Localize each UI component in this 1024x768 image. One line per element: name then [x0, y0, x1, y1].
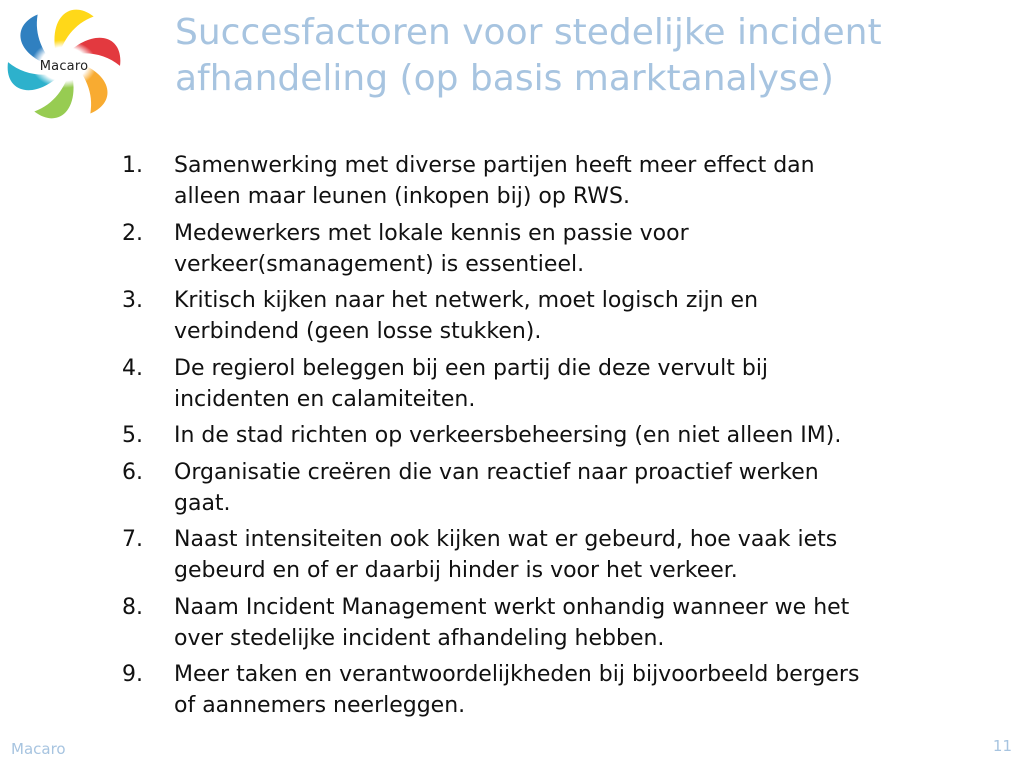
list-item-number: 7.: [122, 527, 143, 552]
list-item-number: 6.: [122, 459, 143, 485]
list-item-text: Kritisch kijken naar het netwerk, moet logisch zijn en: [174, 288, 759, 313]
list-item-text: of aannemers neerleggen.: [174, 693, 466, 718]
logo-text: Macaro: [39, 59, 89, 74]
list-item-text: Naast intensiteiten ook kijken wat er gebeurd, hoe vaak iets: [174, 527, 838, 552]
list-item-number: 1.: [122, 153, 143, 178]
list-item: [122, 150, 992, 212]
list-item: [122, 218, 992, 280]
list-item-number: 9.: [122, 662, 143, 687]
list-item: [122, 659, 992, 721]
footer-company-name: Macaro: [11, 740, 66, 758]
list-item-number: 3.: [122, 288, 143, 313]
slide-title: [175, 10, 995, 102]
list-item: [122, 524, 992, 586]
list-item-text: In de stad richten op verkeersbeheersing (en niet alleen IM).: [174, 423, 842, 448]
success-factors-list: [122, 150, 992, 727]
list-item-text: incidenten en calamiteiten.: [174, 386, 476, 412]
list-item: [122, 353, 992, 415]
list-item-number: 4.: [122, 355, 143, 381]
list-item-number: 2.: [122, 220, 143, 246]
list-item-text: verbindend (geen losse stukken).: [174, 319, 542, 344]
list-item: [122, 285, 992, 347]
list-item: [122, 592, 992, 654]
list-item-text: gebeurd en of er daarbij hinder is voor het verkeer.: [174, 558, 738, 583]
slide-title-line: Succesfactoren voor stedelijke incident: [175, 12, 882, 53]
slide-page-number: 11: [992, 737, 1012, 755]
macaro-logo: [5, 6, 123, 120]
list-item-number: 5.: [122, 423, 143, 448]
list-item-text: alleen maar leunen (inkopen bij) op RWS.: [174, 184, 630, 209]
list-item: [122, 457, 992, 519]
list-item-text: Naam Incident Management werkt onhandig wanneer we het: [174, 594, 850, 620]
list-item-text: verkeer(smanagement) is essentieel.: [174, 251, 585, 277]
list-item-text: gaat.: [174, 490, 231, 516]
list-item-text: De regierol beleggen bij een partij die deze vervult bij: [174, 355, 769, 381]
slide-title-line: afhandeling (op basis marktanalyse): [175, 58, 834, 99]
list-item-text: Organisatie creëren die van reactief naar proactief werken: [174, 459, 819, 485]
list-item-text: over stedelijke incident afhandeling hebben.: [174, 625, 665, 651]
list-item-number: 8.: [122, 594, 143, 620]
list-item-text: Samenwerking met diverse partijen heeft meer effect dan: [174, 153, 815, 178]
list-item: [122, 420, 992, 451]
list-item-text: Medewerkers met lokale kennis en passie voor: [174, 220, 689, 246]
list-item-text: Meer taken en verantwoordelijkheden bij bijvoorbeeld bergers: [174, 662, 860, 687]
